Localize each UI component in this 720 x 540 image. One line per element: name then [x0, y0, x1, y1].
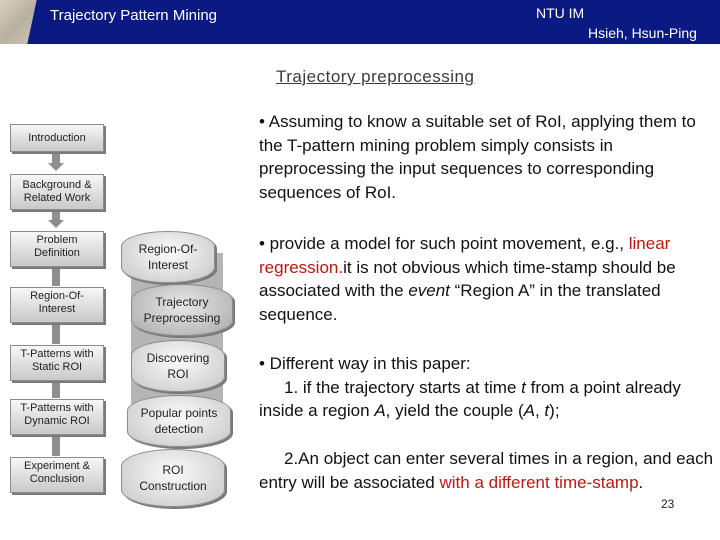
text-line: • Different way in this paper:	[259, 354, 471, 373]
nav-connector	[52, 322, 60, 344]
italic-text: A	[523, 401, 535, 420]
nav-connector	[52, 434, 60, 456]
italic-text: event	[408, 281, 450, 300]
header-org: NTU IM	[536, 5, 585, 21]
step-label: Discovering ROI	[146, 351, 210, 381]
text-run: from a point already inside a region	[259, 377, 681, 420]
nav-label: T-Patterns with Dynamic ROI	[20, 402, 94, 427]
text-run: “Region A” in the translated sequence.	[259, 281, 661, 324]
nav-dynamic-roi[interactable]	[10, 399, 104, 435]
text-line	[259, 376, 714, 423]
italic-text: A	[374, 401, 386, 420]
paragraph-assumption: • Assuming to know a suitable set of RoI, applying them to the T-pattern mining problem simply consists in preprocessing the input sequences to corresponding sequences of RoI.	[259, 112, 696, 202]
italic-text: t	[521, 377, 526, 397]
nav-label: Background & Related Work	[22, 179, 92, 204]
paragraph-model	[259, 232, 714, 326]
step-label: ROI Construction	[139, 463, 207, 493]
text-run: it is not obvious which time-stamp should be associated with the	[259, 257, 676, 300]
step-discovering-roi[interactable]	[131, 340, 225, 392]
italic-text: t	[544, 401, 550, 420]
step-label: Popular points detection	[140, 406, 218, 436]
nav-connector	[52, 150, 60, 164]
nav-experiment-conclusion[interactable]	[10, 457, 104, 493]
text-run: ,	[534, 401, 545, 420]
nav-label: Experiment & Conclusion	[23, 460, 91, 485]
step-trajectory-preprocessing[interactable]	[131, 284, 233, 336]
nav-region-of-interest[interactable]	[10, 287, 104, 323]
arrow-down-icon	[48, 220, 64, 228]
header-title: Trajectory Pattern Mining	[50, 7, 218, 24]
step-label: Trajectory Preprocessing	[143, 295, 221, 325]
step-region-of-interest[interactable]	[121, 231, 215, 283]
slide-title: Trajectory preprocessing	[276, 67, 475, 86]
nav-static-roi[interactable]	[10, 345, 104, 381]
nav-label: Region-Of-Interest	[30, 290, 84, 315]
page-number: 23	[661, 497, 675, 511]
step-label: Region-Of-Interest	[138, 242, 198, 272]
highlight-text: with a different time-stamp	[439, 472, 639, 492]
step-popular-points[interactable]	[127, 395, 231, 447]
paragraph-different-way	[259, 352, 714, 423]
nav-label: T-Patterns with Static ROI	[20, 348, 94, 373]
paragraph-multiple-entries	[259, 447, 714, 494]
header-bar	[0, 0, 720, 44]
text-run: .	[638, 472, 644, 492]
nav-problem-definition[interactable]	[10, 231, 104, 267]
arrow-down-icon	[48, 163, 64, 171]
nav-connector	[52, 266, 60, 286]
nav-label: Introduction	[28, 132, 86, 144]
text-run: 1. if the trajectory starts at time	[284, 377, 522, 397]
nav-label: Problem Definition	[34, 234, 80, 259]
text-run: );	[549, 401, 560, 420]
nav-background[interactable]	[10, 174, 104, 210]
text-run: , yield the couple (	[385, 401, 524, 420]
highlight-text: linear regression.	[259, 234, 671, 277]
nav-connector	[52, 380, 60, 398]
text-run: 2.An object can enter several times in a region, and each entry will be associated	[259, 449, 714, 492]
nav-introduction[interactable]	[10, 124, 104, 152]
text-run: • provide a model for such point movement, e.g.,	[259, 234, 629, 253]
step-roi-construction[interactable]	[121, 449, 225, 507]
header-author: Hsieh, Hsun-Ping	[588, 25, 697, 41]
